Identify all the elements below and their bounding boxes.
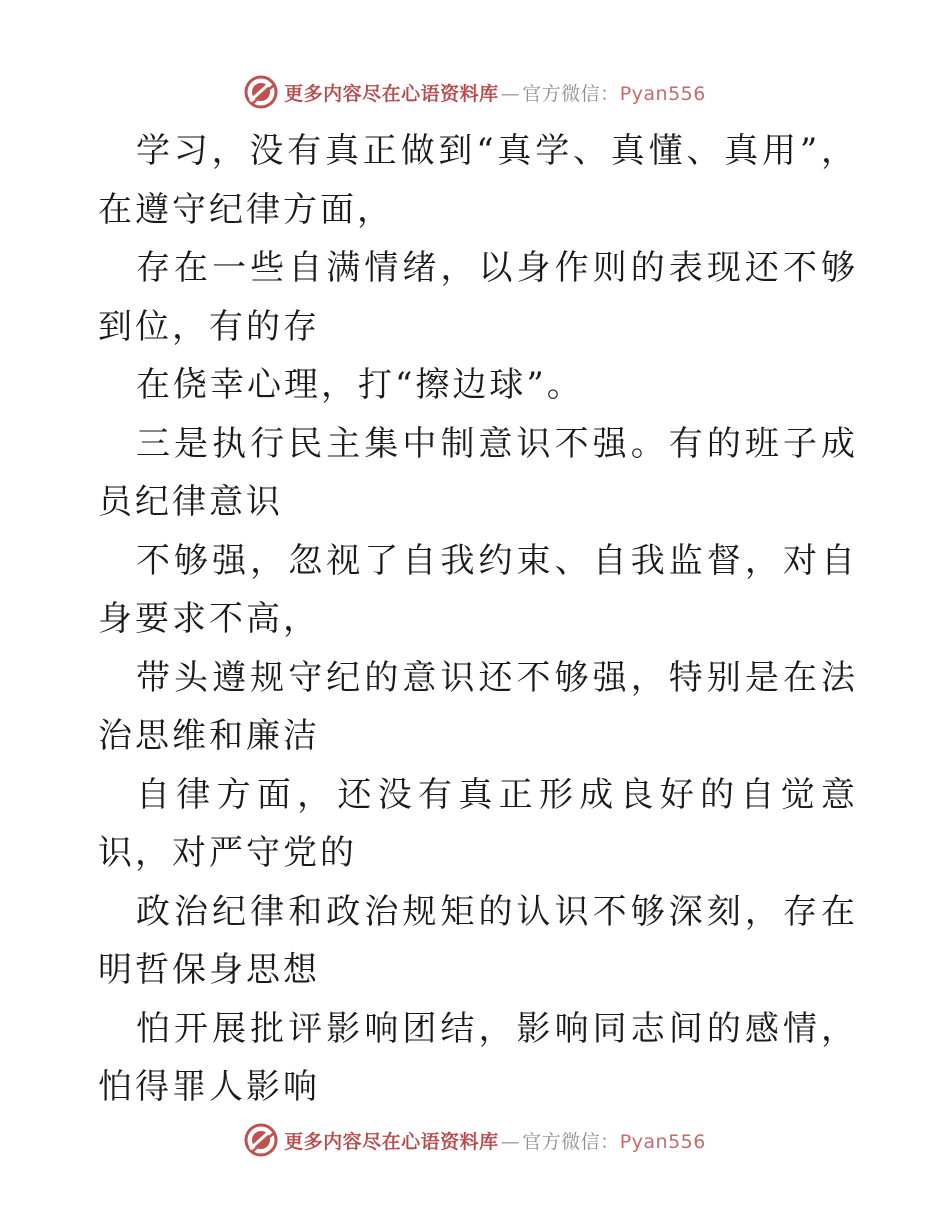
watermark-text (284, 1127, 706, 1154)
watermark-wechat-id: Pyan556 (619, 82, 706, 105)
watermark-label: 官方微信： (522, 82, 620, 105)
paragraph-4: 三是执行民主集中制意识不强。有的班子成员纪律意识 (98, 423, 858, 522)
brand-logo-icon (244, 1123, 278, 1157)
footer-watermark (0, 1120, 950, 1160)
watermark-brand: 更多内容尽在心语资料库 (284, 82, 499, 105)
paragraph-2: 存在一些自满情绪，以身作则的表现还不够到位，有的存 (98, 248, 858, 347)
paragraph-3: 在侥幸心理，打“擦边球”。 (136, 365, 584, 405)
watermark-dash: — (500, 82, 521, 105)
watermark-wechat-id: Pyan556 (619, 1130, 706, 1153)
paragraph-6: 带头遵规守纪的意识还不够强，特别是在法治思维和廉洁 (98, 657, 858, 756)
paragraph-5: 不够强，忽视了自我约束、自我监督，对自身要求不高， (98, 540, 858, 639)
document-body (98, 122, 858, 1117)
paragraph-8: 政治纪律和政治规矩的认识不够深刻，存在明哲保身思想 (98, 891, 858, 990)
watermark-dash: — (500, 1130, 521, 1153)
paragraph-7: 自律方面，还没有真正形成良好的自觉意识，对严守党的 (98, 774, 858, 873)
watermark-text (284, 79, 706, 106)
watermark-brand: 更多内容尽在心语资料库 (284, 1130, 499, 1153)
brand-logo-icon (244, 75, 278, 109)
paragraph-9: 怕开展批评影响团结，影响同志间的感情，怕得罪人影响 (98, 1008, 858, 1107)
watermark-label: 官方微信： (522, 1130, 620, 1153)
header-watermark (0, 72, 950, 112)
paragraph-1: 学习，没有真正做到“真学、真懂、真用”，在遵守纪律方面， (98, 131, 858, 230)
